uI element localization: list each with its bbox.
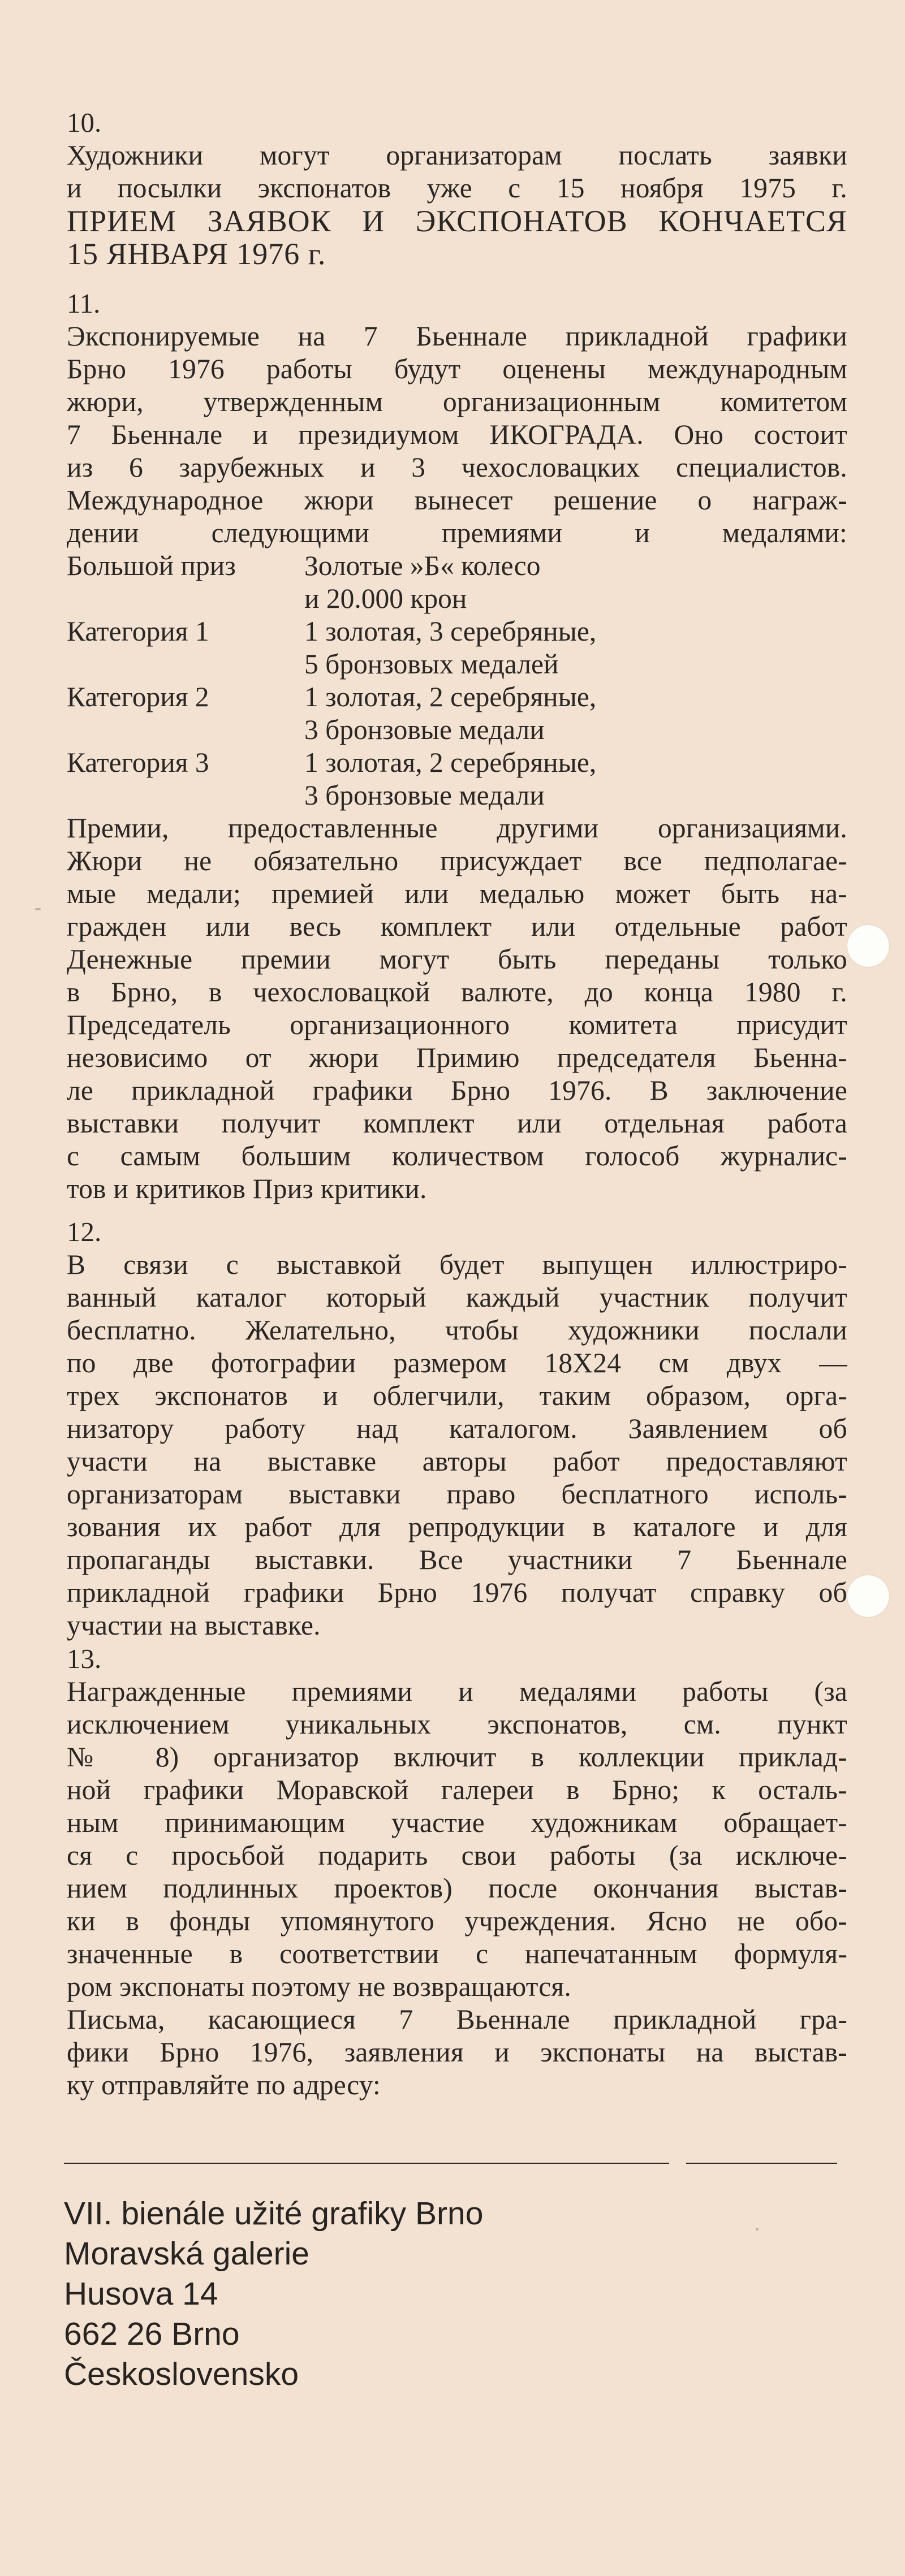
paper-speck [756,2228,759,2231]
text-line: ванный каталог который каждый участник получит [67,1282,847,1313]
address-line: Moravská galerie [64,2236,310,2272]
award-value: 3 бронзовые медали [304,780,545,811]
text-line: Брно 1976 работы будут оценены международным [67,353,847,384]
deadline-notice: ПРИЕМ ЗАЯВОК И ЭКСПОНАТОВ КОНЧАЕТСЯ [67,204,847,238]
text-line: низатору работу над каталогом. Заявлением об [67,1413,847,1444]
text-line: организаторам выставки право бесплатного исполь- [67,1479,847,1510]
text-line: бесплатно. Желательно, чтобы художники послали [67,1315,847,1346]
section-number: 11. [67,288,101,319]
deadline-date: 15 ЯНВАРЯ 1976 г. [67,237,326,271]
award-value: Золотые »Б« колесо [304,550,541,581]
section-12 [67,1216,847,1642]
award-value: 1 золотая, 2 серебряные, [304,747,597,778]
text-line: фики Брно 1976, заявления и экспонаты на выстав- [67,2037,847,2068]
text-line: Художники могут организаторам послать заявки [67,140,847,171]
text-line: Международное жюри вынесет решение о награж- [67,485,847,516]
text-line: 7 Бьеннале и президиумом ИКОГРАДА. Оно состоит [67,419,847,450]
separator-rule [686,2163,837,2164]
text-line: Экспонируемые на 7 Бьеннале прикладной графики [67,321,847,352]
text-line: ку отправляйте по адресу: [67,2069,381,2100]
text-line: трех экспонатов и облегчили, таким образом, орга- [67,1380,847,1411]
text-line: жюри, утвержденным организационным комитетом [67,386,847,417]
text-line: исключением уникальных экспонатов, см. пункт [67,1709,847,1740]
punch-hole [847,925,889,967]
section-11 [67,287,847,1205]
section-10 [67,106,847,270]
text-line: Денежные премии могут быть переданы только [67,944,847,975]
address-line: Československo [64,2356,299,2392]
text-line: Председатель организационного комитета присудит [67,1009,847,1040]
address-line: VII. bienále užité grafiky Brno [64,2195,484,2232]
text-line: участи на выставке авторы работ предоставляют [67,1446,847,1477]
text-line: выставки получит комплект или отдельная работа [67,1108,847,1139]
text-line: незовисимо от жюри Примию председателя Бьенна- [67,1042,847,1073]
text-line: в Брно, в чехословацкой валюте, до конца 1980 г. [67,976,847,1008]
text-line: с самым большим количеством голособ журналис- [67,1140,847,1172]
section-13 [67,1643,847,2102]
text-line: В связи с выставкой будет выпущен иллюстриро- [67,1249,847,1280]
text-line: ки в фонды упомянутого учреждения. Ясно не обо- [67,1905,847,1937]
text-line: зования их работ для репродукции в каталоге и для [67,1511,847,1542]
awards-table [67,550,847,812]
text-line: гражден или весь комплект или отдельные работ [67,911,847,942]
section-number: 13. [67,1643,102,1674]
text-line: ле прикладной графики Брно 1976. В заключение [67,1075,847,1106]
text-line: Премии, предоставленные другими организациями. [67,812,847,844]
text-line: ной графики Моравской галереи в Брно; к осталь- [67,1774,847,1805]
award-value: 3 бронзовые медали [304,714,545,745]
text-line: Жюри не обязательно присуждает все педполагае- [67,845,847,876]
text-line: значенные в соответствии с напечатанным формуля- [67,1938,847,1969]
award-value: 1 золотая, 3 серебряные, [304,616,597,647]
text-line: прикладной графики Брно 1976 получат справку об [67,1577,847,1608]
address-line: Husova 14 [64,2276,218,2312]
text-line: из 6 зарубежных и 3 чехословацких специалистов. [67,452,847,483]
text-line: ным принимающим участие художникам обращает- [67,1807,847,1838]
award-label: Категория 1 [67,616,209,647]
separator-rule [64,2163,669,2164]
text-line: тов и критиков Приз критики. [67,1173,427,1204]
text-line: и посылки экспонатов уже с 15 ноября 1975 г. [67,172,847,204]
text-line: пропаганды выставки. Все участники 7 Бьеннале [67,1544,847,1575]
award-value: 1 золотая, 2 серебряные, [304,681,597,712]
paper-speck [35,908,41,910]
text-line: ся с просьбой подарить свои работы (за исключе- [67,1840,847,1871]
text-line: № 8) организатор включит в коллекции приклад- [67,1741,847,1773]
text-line: дении следующими премиями и медалями: [67,517,847,548]
text-line: по две фотографии размером 18X24 см двух — [67,1347,847,1378]
award-value: и 20.000 крон [304,583,467,614]
text-line: ром экспонаты поэтому не возвращаются. [67,1971,571,2002]
award-label: Большой приз [67,550,236,581]
text-line: участии на выставке. [67,1610,321,1641]
text-line: Письма, касающиеся 7 Вьеннале прикладной гра- [67,2004,847,2035]
award-label: Категория 2 [67,681,209,712]
section-number: 10. [67,107,102,138]
text-line: Награжденные премиями и медалями работы (за [67,1676,847,1707]
punch-hole [847,1575,889,1617]
address-block [64,2194,483,2395]
award-value: 5 бронзовых медалей [304,649,559,680]
text-line: нием подлинных проектов) после окончания выстав- [67,1873,847,1904]
section-number: 12. [67,1216,102,1247]
address-line: 662 26 Brno [64,2316,240,2352]
award-label: Категория 3 [67,747,209,778]
text-line: мые медали; премией или медалью может быть на- [67,878,847,909]
